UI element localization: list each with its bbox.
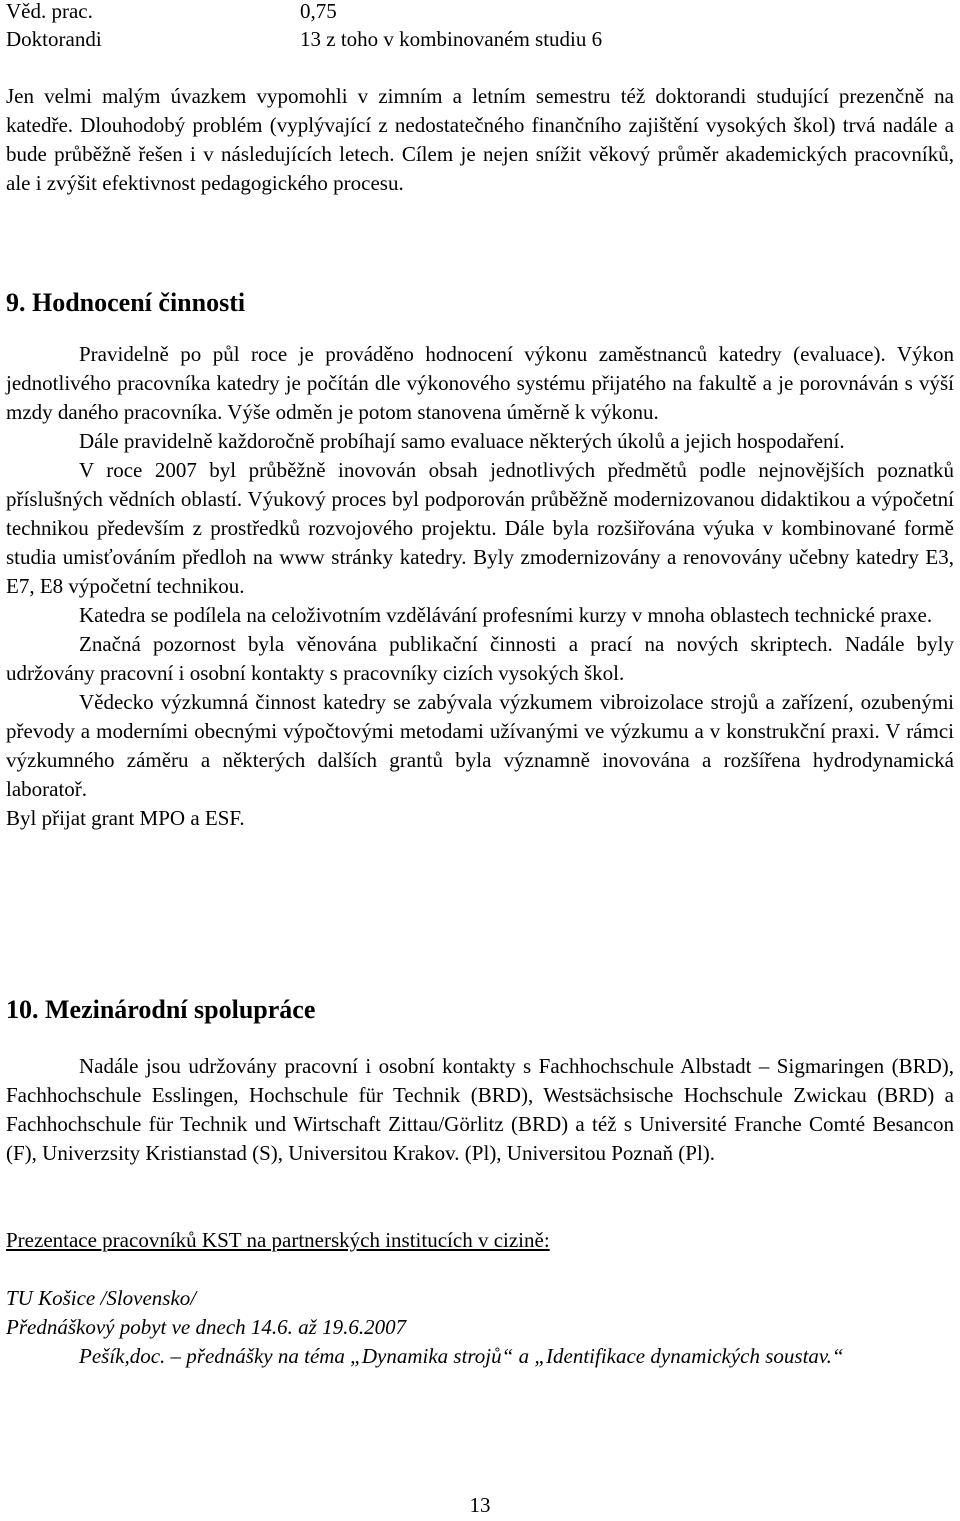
cooperation-paragraph: Nadále jsou udržovány pracovní i osobní kontakty s Fachhochschule Albstadt – Sigmaringen (BRD), Fachhochschule Esslingen, Hochschule für Technik (BRD), Westsächsische Hochschule Zwickau (BRD) a Fachhochschule für Technik und Wirtschaft Zittau/Görlitz (BRD) a též s Université Franche Comté Besancon (F), Univerzsity Kristianstad (S), Universitou Krakov. (Pl), Universitou Poznaň (Pl). [6, 1054, 954, 1165]
summary-label: Doktorandi [6, 27, 102, 51]
section-10-body [6, 1052, 954, 1168]
page-number: 13 [469, 1493, 491, 1517]
intro-paragraph: Jen velmi malým úvazkem vypomohli v zimním a letním semestru též doktorandi studující prezenčně na katedře. Dlouhodobý problém (vyplývající z nedostatečného finančního zajištění vysokých škol) trvá nadále a bude průběžně řešen i v následujících letech. Cílem je nejen snížit věkový průměr akademických pracovníků, ale i zvýšit efektivnost pedagogického procesu. [6, 84, 954, 195]
summary-value: 0,75 [300, 0, 337, 23]
section-10-heading: 10. Mezinárodní spolupráce [6, 995, 316, 1024]
summary-label: Věd. prac. [6, 0, 93, 23]
stay-line: Přednáškový pobyt ve dnech 14.6. až 19.6.2007 [6, 1315, 407, 1339]
body-paragraph: Vědecko výzkumná činnost katedry se zabývala výzkumem vibroizolace strojů a zařízení, ozubenými převody a moderními obecnými výpočtovými metodami užívanými ve výzkumu a v konstrukční praxi. V rámci výzkumného záměru a některých dalších grantů byla významně inovována a rozšířena hydrodynamická laboratoř. [6, 690, 954, 801]
body-paragraph: Pravidelně po půl roce je prováděno hodnocení výkonu zaměstnanců katedry (evaluace). Výkon jednotlivého pracovníka katedry je počítán dle výkonového systému přijatého na fakultě a je porovnáván s výší mzdy daného pracovníka. Výše odměn je potom stanovena úměrně k výkonu. [6, 342, 954, 424]
body-paragraph: Značná pozornost byla věnována publikační činnosti a prací na nových skriptech. Nadále byly udržovány pracovní i osobní kontakty s pracovníky cizích vysokých škol. [6, 632, 954, 685]
summary-row [6, 25, 602, 54]
lecture-line: Pešík,doc. – přednášky na téma „Dynamika strojů“ a „Identifikace dynamických soustav.“ [79, 1344, 844, 1368]
summary-row [6, 0, 337, 26]
body-paragraph: Dále pravidelně každoročně probíhají samo evaluace některých úkolů a jejich hospodaření. [79, 429, 845, 453]
body-paragraph: Katedra se podílela na celoživotním vzdělávání profesními kurzy v mnoha oblastech technické praxe. [79, 603, 933, 627]
institution-line: TU Košice /Slovensko/ [6, 1286, 197, 1310]
summary-value: 13 z toho v kombinovaném studiu 6 [300, 27, 603, 51]
grant-line: Byl přijat grant MPO a ESF. [6, 806, 245, 830]
presentations-list [6, 1284, 954, 1371]
body-paragraph: V roce 2007 byl průběžně inovován obsah jednotlivých předmětů podle nejnovějších poznatků příslušných vědních oblastí. Výukový proces byl podporován průběžně modernizovanou didaktikou a výpočetní technikou především z prostředků rozvojového projektu. Dále byla rozšiřována výuka v kombinované formě studia umisťováním předloh na www stránky katedry. Byly zmodernizovány a renovovány učebny katedry E3, E7, E8 výpočetní technikou. [6, 458, 954, 598]
presentations-subheading: Prezentace pracovníků KST na partnerských institucích v cizině: [6, 1228, 550, 1252]
section-9-heading: 9. Hodnocení činnosti [6, 288, 246, 317]
section-9-body [6, 340, 954, 833]
